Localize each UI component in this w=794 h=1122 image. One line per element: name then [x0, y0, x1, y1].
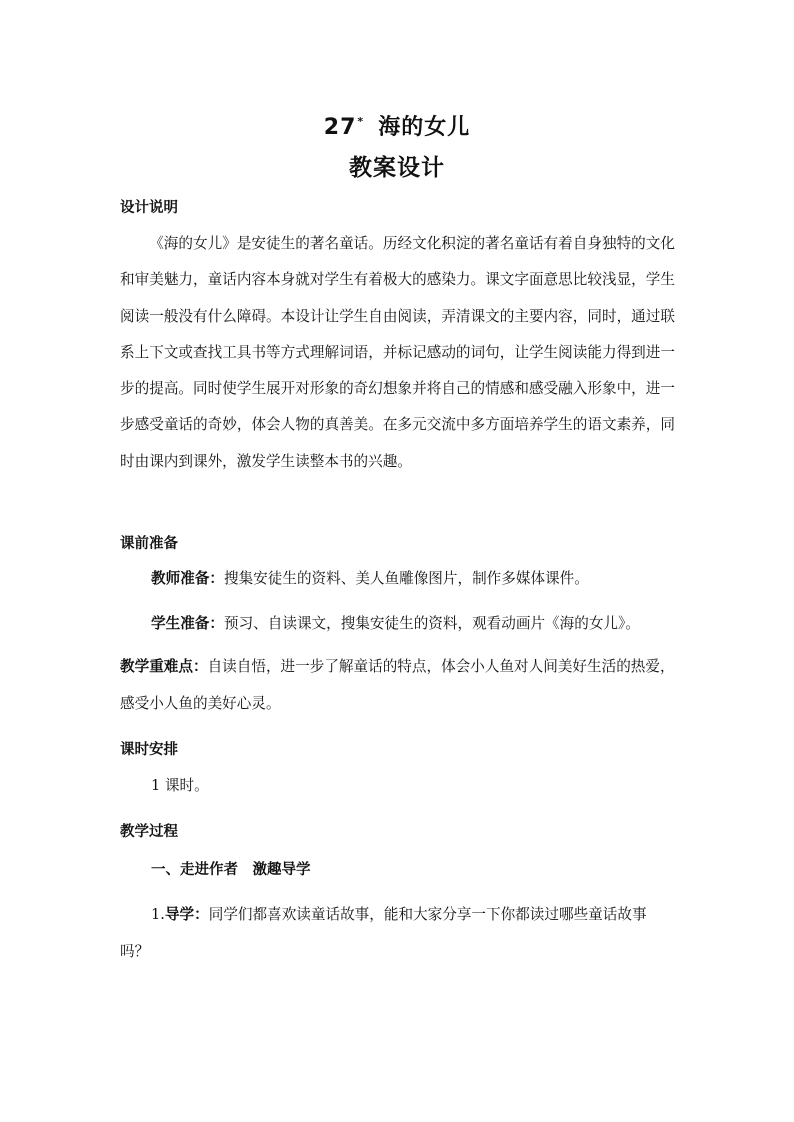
key-points-text: 自读自悟，进一步了解童话的特点，体会小人鱼对人间美好生活的热爱，感受小人鱼的美好心灵。: [120, 658, 675, 712]
student-prep-text: 预习、自读课文，搜集安徒生的资料，观看动画片《海的女儿》。: [223, 615, 640, 632]
process-heading: 教学过程: [120, 824, 178, 840]
item-text: 同学们都喜欢读童话故事，能和大家分享一下你都读过哪些童话故事吗？: [120, 906, 647, 960]
lesson-name: 海的女儿: [378, 115, 471, 140]
item-number: 1.: [151, 906, 165, 923]
step-one-item-one: [120, 897, 675, 970]
teacher-prep-text: 搜集安徒生的资料、美人鱼雕像图片，制作多媒体课件。: [223, 570, 589, 587]
key-points: [120, 649, 675, 722]
student-prep-label: 学生准备：: [151, 615, 224, 632]
design-heading: 设计说明: [120, 200, 178, 216]
schedule-text: 1 课时。: [151, 777, 209, 794]
teacher-prep: [120, 561, 706, 597]
student-prep: [120, 606, 706, 642]
item-label: 导学：: [164, 906, 209, 923]
lesson-mark: *: [357, 115, 365, 128]
lesson-number: 27: [323, 115, 357, 140]
prep-heading: 课前准备: [120, 536, 178, 552]
lesson-subtitle: 教案设计: [349, 155, 445, 181]
schedule-heading: 课时安排: [120, 742, 178, 758]
key-points-label: 教学重难点：: [120, 658, 208, 675]
design-paragraph: 《海的女儿》是安徒生的著名童话。历经文化积淀的著名童话有着自身独特的文化和审美魅力，童话内容本身就对学生有着极大的感染力。课文字面意思比较浅显，学生阅读一般没有什么障碍。本设计让学生自由阅读，弄清课文的主要内容，同时，通过联系上下文或查找工具书等方式理解词语，并标记感动的词句，让学生阅读能力得到进一步的提高。同时使学生展开对形象的奇幻想象并将自己的情感和感受融入形象中，进一步感受童话的奇妙，体会人物的真善美。在多元交流中多方面培养学生的语文素养，同时由课内到课外，激发学生读整本书的兴趣。: [120, 235, 675, 470]
lesson-title: [0, 110, 794, 141]
step-one-heading: 一、走进作者 激趣导学: [151, 862, 311, 878]
teacher-prep-label: 教师准备：: [151, 570, 224, 587]
